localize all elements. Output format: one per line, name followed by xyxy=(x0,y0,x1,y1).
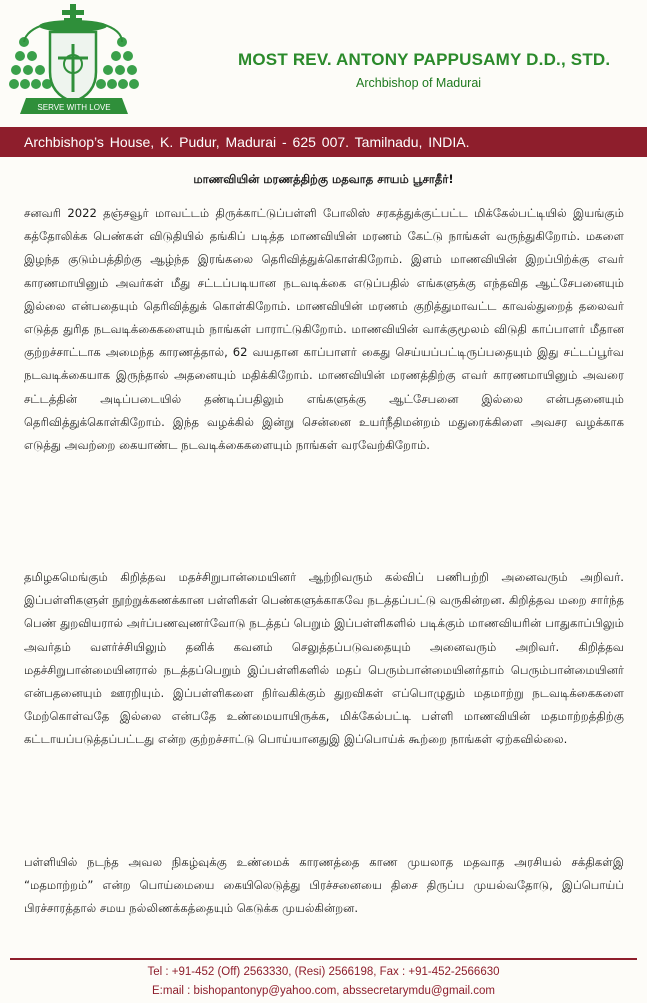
footer-email-addresses: E:mail : bishopantonyp@yahoo.com, abssecretarymdu@gmail.com xyxy=(152,985,495,997)
body-paragraph: சனவரி 2022 தஞ்சவூர் மாவட்டம் திருக்காட்டுப்பள்ளி போலிஸ் சரகத்துக்குட்பட்ட மிக்கேல்பட்டியில் இயங்கும் கத்தோலிக்க பெண்கள் விடுதியில் தங்கிப் படித்த மாணவியின் மரணம் கேட்டு நாங்கள் வருந்துகிறோம். மகளை இழந்த குடும்பத்திற்கு ஆழ்ந்த இரங்கலை தெரிவித்துக்கொள்கிறோம். இளம் மாணவியின் இறப்பிற்க்கு எவர் காரணமாயினும் அவர்கள் மீது சட்டப்படியான நடவடிக்கை எடுப்பதில் எங்களுக்கு எந்தவித ஆட்சேபனையும் இல்லை என்பதையும் தெரிவித்துக் கொள்கிறோம். மாணவியின் மரணம் குறித்துமாவட்ட காவல்துறைத் தலைவர் எடுத்த துரித நடவடிக்கைகளையும் நாங்கள் பாராட்டுகிறோம். மாணவியின் வாக்குமூலம் விடுதி காப்பாளர் மீதான குற்றச்சாட்டாக அமைந்த காரணத்தால், 62 வயதான காப்பாளர் கைது செய்யப்பட்டிருப்பதையும் இது சட்டப்பூர்வ நடவடிக்கையாக இருந்தால் அதனையும் மதிக்கிறோம். மாணவியின் மரணத்திற்கு எவர் காரணமாயினும் அவரை சட்டத்தின் அடிப்படையில் தண்டிப்பதிலும் எங்களுக்கு ஆட்சேபனை இல்லை என்பதனையும் தெரிவித்துக்கொள்கிறோம். இந்த வழக்கில் இன்று சென்னை உயர்நீதிமன்றம் மதுரைக்கிளை அவசர வழக்காக எடுத்து அவற்றை கையாண்ட நடவடிக்கைகளையும் நாங்கள் வரவேற்கிறோம். xyxy=(24,206,624,453)
body-paragraph: தமிழகமெங்கும் கிறித்தவ மதச்சிறுபான்மையினர் ஆற்றிவரும் கல்விப் பணிபற்றி அனைவரும் அறிவர். இப்பள்ளிகளுள் நூற்றுக்கணக்கான பள்ளிகள் பெண்களுக்காகவே நடத்தப்பட்டு வருகின்றன. கிறித்தவ மறை சார்ந்த பெண் துறவியரால் அர்ப்பணவுணர்வோடு நடத்தப் பெறும் இப்பள்ளிகளில் படிக்கும் மாணவியரின் பாதுகாப்பிலும் அவர்தம் வளர்ச்சியிலும் தனிக் கவனம் செலுத்தப்படுவதையும் அனைவரும் அறிவர். கிறித்தவ மதச்சிறுபான்மையினரால் நடத்தப்பெறும் இப்பள்ளிகளில் மதப் பெரும்பான்மையினர்தாம் பெரும்பான்மையினர் என்பதனையும் ஊரறியும். இப்பள்ளிகளை நிர்வகிக்கும் துறவிகள் எப்பொழுதும் மதமாற்று நடவடிக்கைகளை மேற்கொள்வதே இல்லை என்பதே உண்மையாயிருக்க, மிக்கேல்பட்டி பள்ளி மாணவியின் மதமாற்றத்திற்கு கட்டாயப்படுத்தப்பட்டது என்ற குற்றச்சாட்டு பொய்யானதுஇ இப்பொய்க் கூற்றை நாங்கள் ஏற்கவில்லை. xyxy=(24,570,624,747)
address-band xyxy=(0,127,647,157)
archdiocese-coat-of-arms-logo xyxy=(6,2,142,120)
footer-divider xyxy=(10,958,637,960)
address-text: Archbishop’s House, K. Pudur, Madurai - 625 007. Tamilnadu, INDIA. xyxy=(24,134,470,150)
body-paragraph: பள்ளியில் நடந்த அவல நிகழ்வுக்கு உண்மைக் காரணத்தை காண முயலாத மதவாத அரசியல் சக்திகள்இ “மதமாற்றம்” என்ற பொய்மையை கையிலெடுத்து பிரச்சனையை திசை திருப்ப முயல்வதோடு, இப்பொய்ப் பிரச்சாரத்தால் சமய நல்லிணக்கத்தையும் கெடுக்க முயல்கின்றன. xyxy=(24,855,624,916)
archbishop-name: MOST REV. ANTONY PAPPUSAMY D.D., STD. xyxy=(238,50,611,69)
archbishop-title: Archbishop of Madurai xyxy=(356,76,482,90)
footer-contact-numbers: Tel : +91-452 (Off) 2563330, (Resi) 2566198, Fax : +91-452-2566630 xyxy=(147,966,500,978)
document-title: மாணவியின் மரணத்திற்கு மதவாத சாயம் பூசாதீர்! xyxy=(193,172,454,186)
logo-motto: SERVE WITH LOVE xyxy=(37,103,111,112)
